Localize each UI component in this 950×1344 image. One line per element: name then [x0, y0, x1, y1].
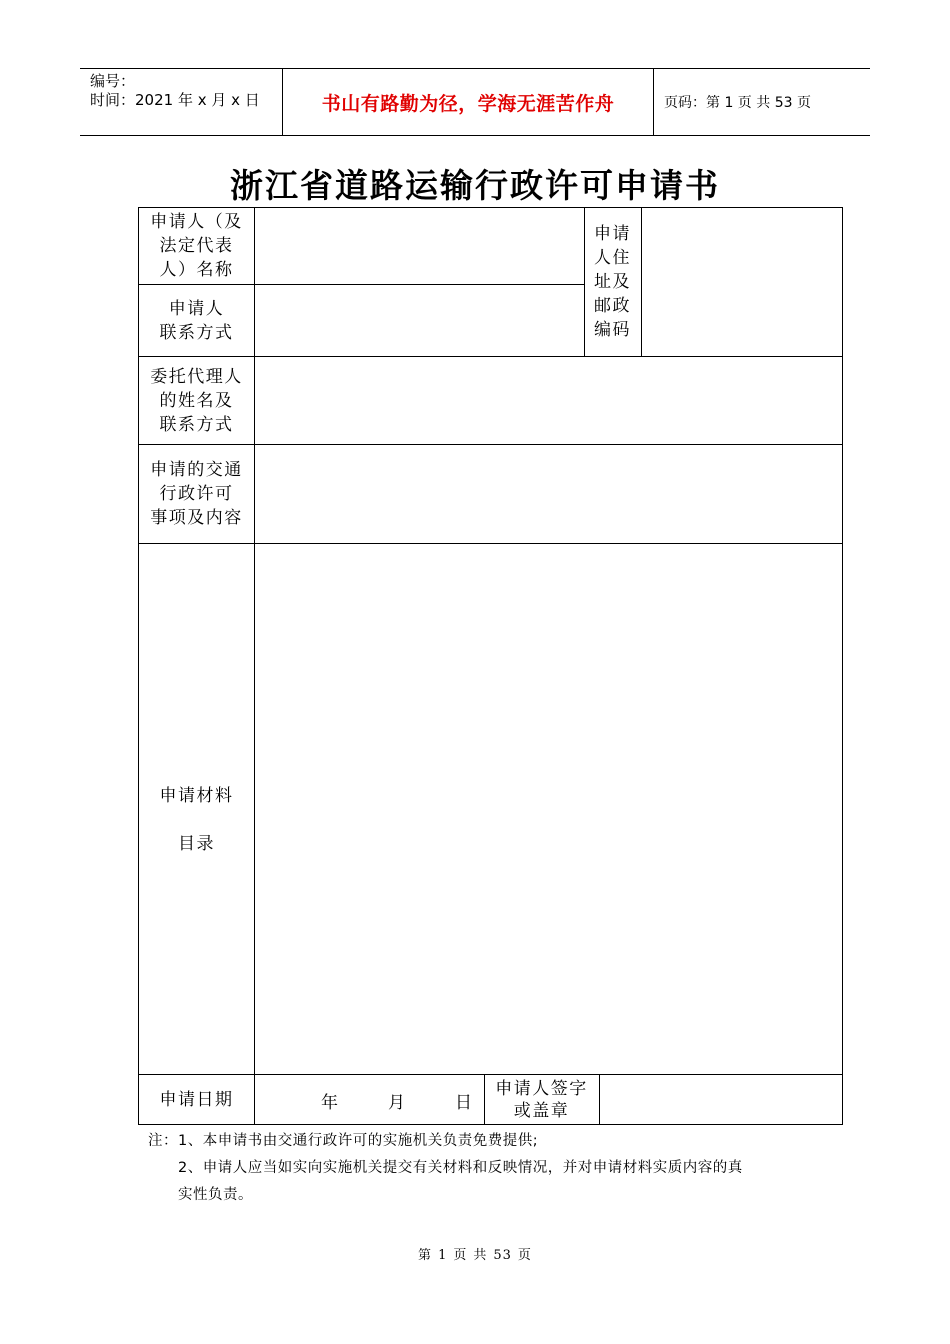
footer-total-word: 共	[473, 1248, 488, 1263]
applicant-address-label	[584, 208, 641, 356]
label-line: 申请人	[168, 298, 225, 319]
note-line-3: 实性负责。	[178, 1187, 253, 1203]
label-line: 的姓名及	[159, 390, 234, 411]
label-line: 申请材料	[159, 786, 234, 806]
materials-label	[139, 544, 254, 1074]
applicant-contact-field[interactable]	[255, 285, 584, 356]
label-line: 邮政	[594, 296, 631, 316]
label-line: 行政许可	[159, 484, 234, 504]
footer-total-unit: 页	[517, 1248, 532, 1263]
materials-field[interactable]	[255, 544, 842, 1074]
document-number-label: 编号：	[90, 72, 136, 90]
label-line: 委托代理人	[150, 366, 243, 387]
label-line: 编码	[594, 320, 631, 340]
date-label: 申请日期	[159, 1089, 234, 1110]
date-day-label: 日	[455, 1093, 472, 1113]
date-field[interactable]	[255, 1075, 484, 1124]
label-line: 目录	[178, 834, 215, 854]
page-title: 浙江省道路运输行政许可申请书	[230, 166, 720, 205]
header-motto: 书山有路勤为径，学海无涯苦作舟	[282, 69, 654, 135]
date-month-label: 月	[388, 1093, 405, 1113]
footer-page-word: 第	[418, 1248, 433, 1263]
footer-page-number: 1	[438, 1248, 448, 1263]
applicant-name-field[interactable]	[255, 208, 584, 284]
note-line-1: 注：1、本申请书由交通行政许可的实施机关负责免费提供;	[148, 1133, 539, 1149]
date-year-label: 年	[321, 1093, 338, 1113]
header-left-cell	[80, 69, 282, 135]
license-item-field[interactable]	[255, 445, 842, 543]
applicant-name-label	[139, 208, 254, 284]
label-line: 法定代表	[159, 236, 234, 256]
label-line: 申请	[594, 224, 631, 244]
label-line: 申请人签字	[495, 1078, 588, 1099]
page-footer	[0, 1244, 950, 1263]
document-time-label: 时间：2021 年 x 月 x 日	[90, 91, 260, 109]
label-line: 联系方式	[159, 414, 234, 435]
applicant-address-field[interactable]	[642, 208, 842, 356]
applicant-contact-label	[139, 285, 254, 356]
application-form-table	[138, 207, 843, 1125]
label-line: 联系方式	[159, 322, 234, 343]
footer-page-unit: 页	[453, 1248, 468, 1263]
form-notes	[148, 1128, 828, 1209]
signature-label	[484, 1075, 599, 1124]
label-line: 址及	[594, 272, 631, 292]
label-line: 人）名称	[159, 260, 234, 280]
footer-total-number: 53	[493, 1248, 512, 1263]
license-item-label	[139, 445, 254, 543]
agent-field[interactable]	[255, 357, 842, 444]
signature-field[interactable]	[600, 1075, 842, 1124]
agent-label	[139, 357, 254, 444]
note-line-2: 2、申请人应当如实向实施机关提交有关材料和反映情况，并对申请材料实质内容的真	[178, 1160, 743, 1176]
label-line: 申请的交通	[150, 460, 243, 480]
label-line: 事项及内容	[150, 508, 243, 528]
label-line: 申请人（及	[150, 212, 243, 232]
header-page-info: 页码：第 1 页 共 53 页	[664, 95, 811, 111]
label-line: 或盖章	[513, 1100, 570, 1121]
document-header	[80, 68, 870, 136]
label-line: 人住	[594, 248, 631, 268]
